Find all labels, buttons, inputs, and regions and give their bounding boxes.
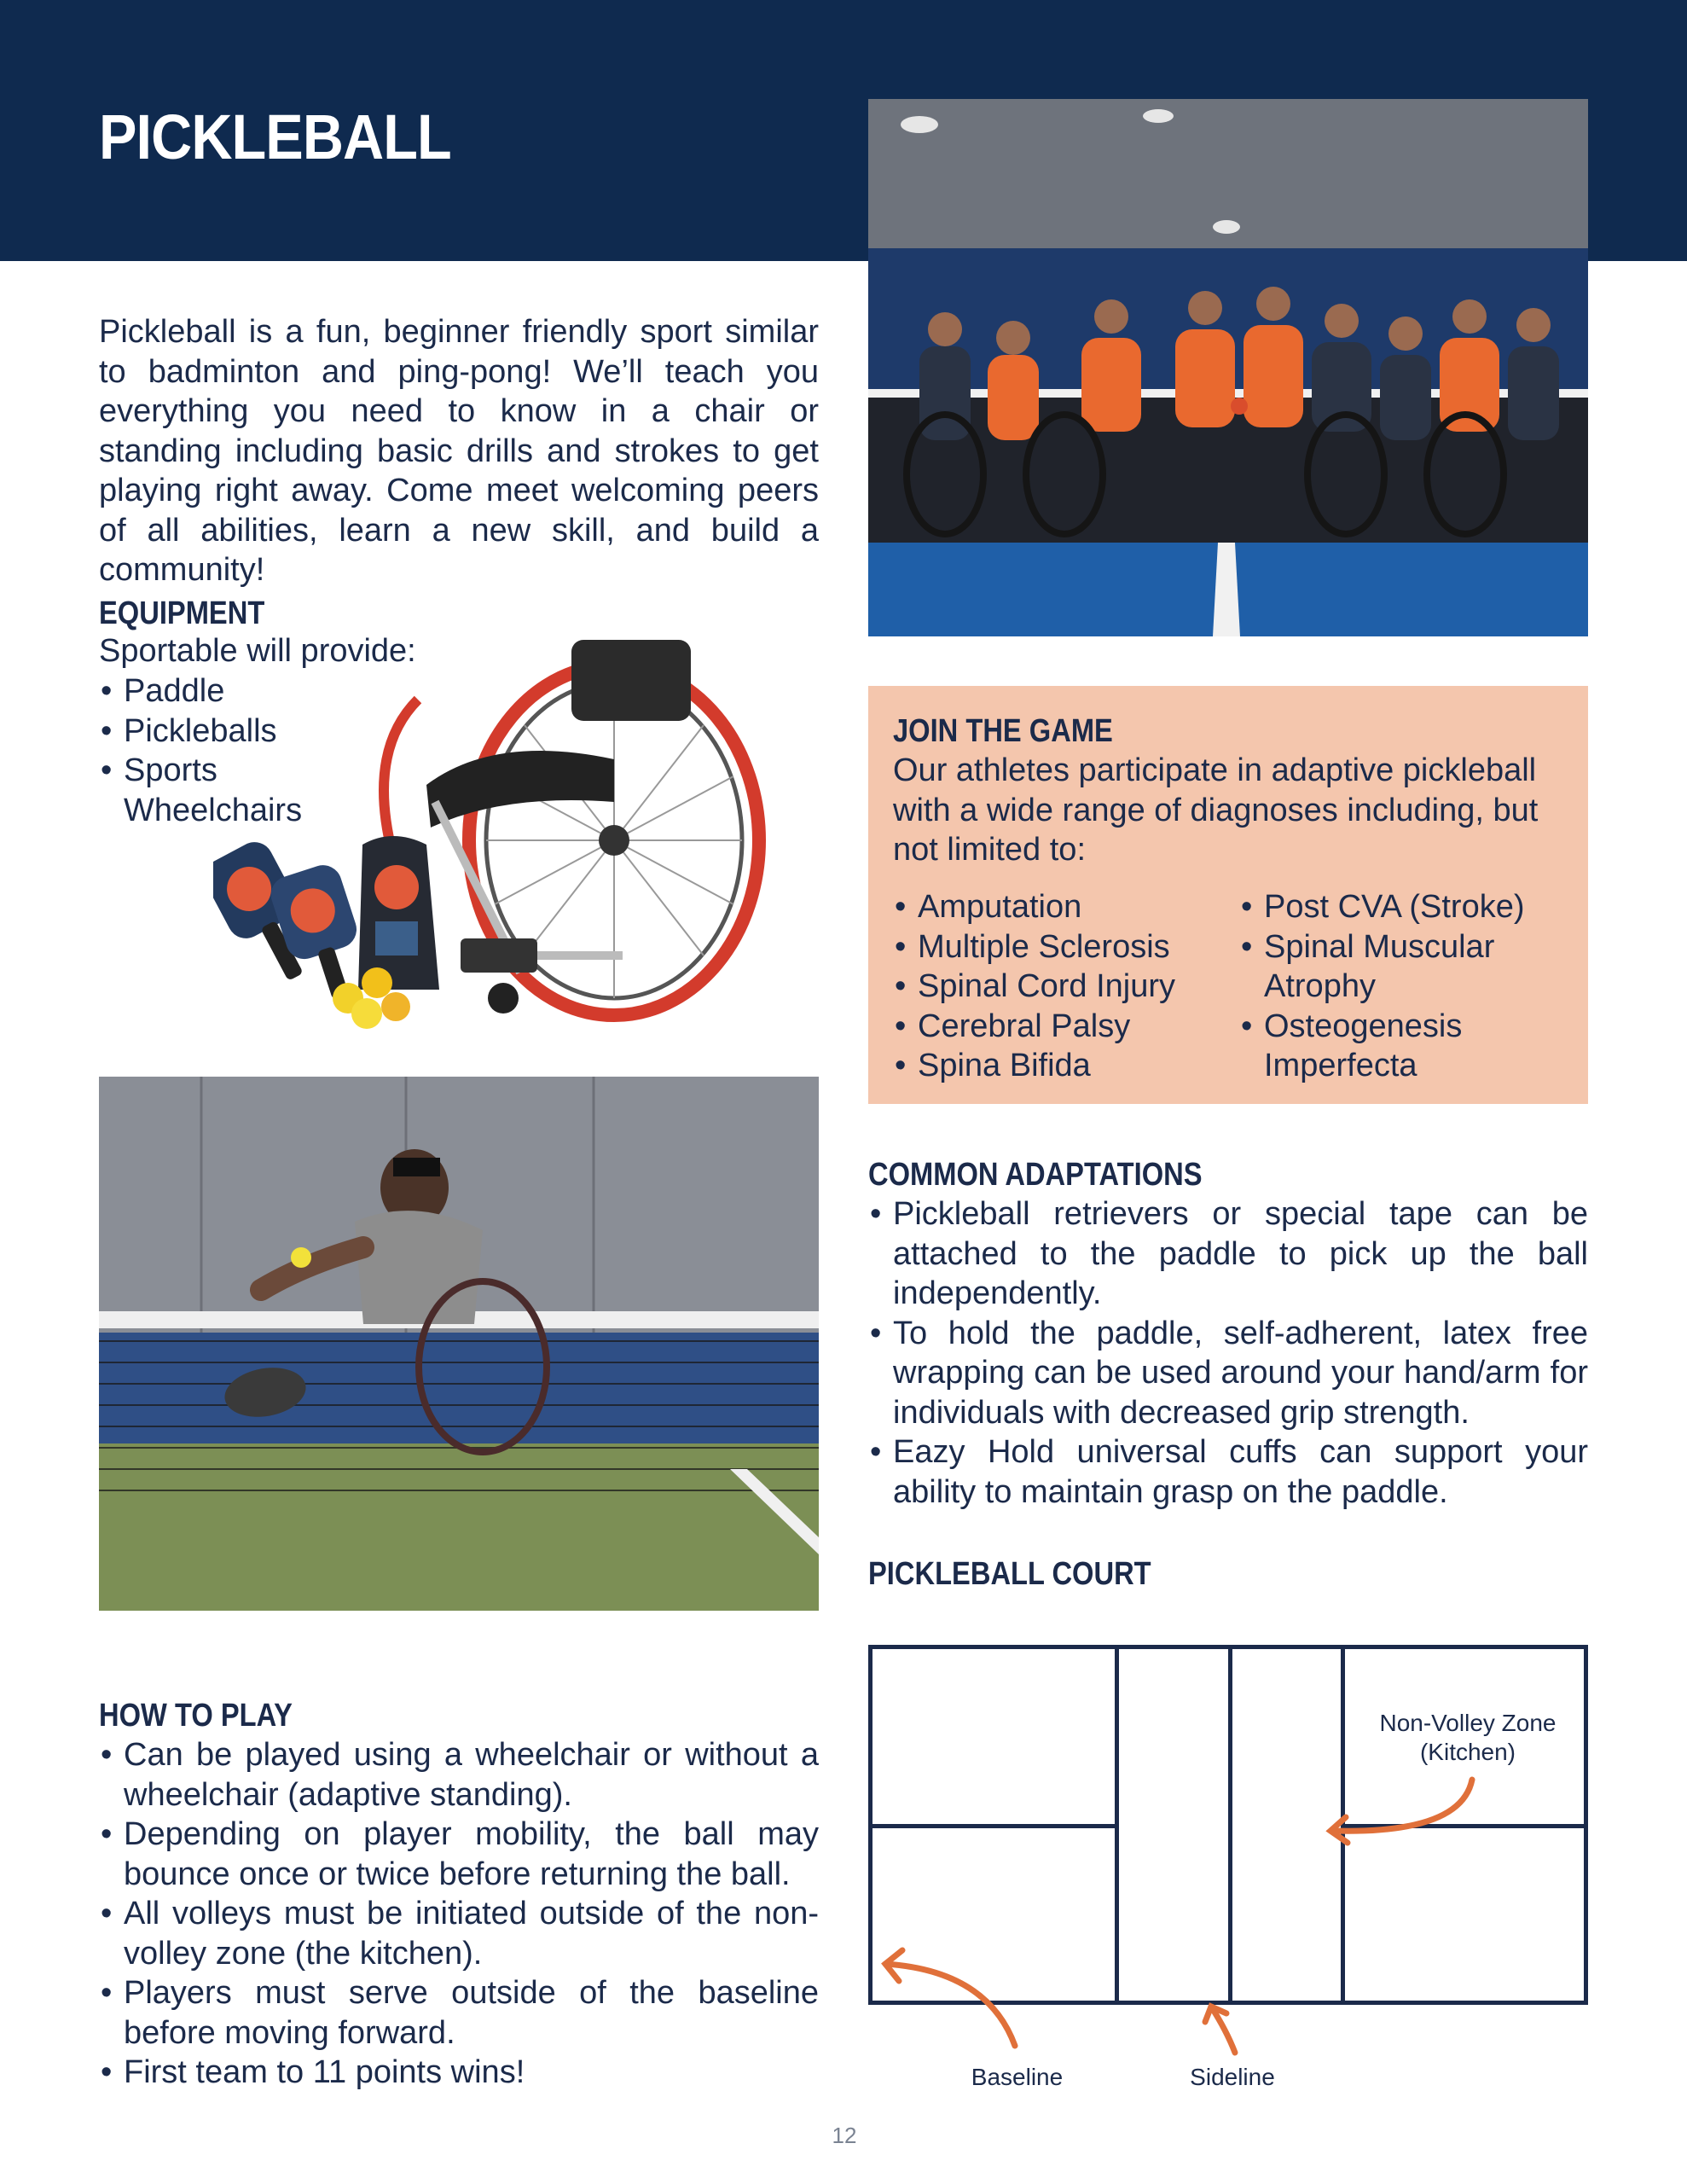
- how-to-play-heading: HOW TO PLAY: [99, 1698, 293, 1734]
- list-item: Imperfecta: [1264, 1048, 1417, 1083]
- kitchen-label-line1: Non-Volley Zone: [1379, 1710, 1557, 1736]
- list-item: • Osteogenesis: [1239, 1007, 1580, 1047]
- list-item: Atrophy: [1264, 968, 1376, 1004]
- list-item: • Cerebral Palsy: [893, 1007, 1226, 1047]
- list-item: • Spina Bifida: [893, 1046, 1226, 1086]
- team-photo: [868, 99, 1588, 636]
- page-title: PICKLEBALL: [99, 102, 451, 172]
- list-item: • Spinal Cord Injury: [893, 967, 1226, 1007]
- adaptations-heading: COMMON ADAPTATIONS: [868, 1157, 1203, 1193]
- list-item: • Pickleballs: [99, 712, 389, 752]
- adaptations-list: [868, 1194, 1588, 1512]
- sideline-label: Sideline: [1190, 2064, 1275, 2090]
- list-item: • To hold the paddle, self-adherent, latex free wrapping can be used around your hand/arm for individuals with decreased grip strength.: [868, 1314, 1588, 1433]
- diagnoses-list-col1: [893, 887, 1226, 1086]
- list-item: • Depending on player mobility, the ball may bounce once or twice before returning the ball.: [99, 1815, 819, 1894]
- list-item: • Sports: [99, 751, 389, 791]
- court-heading: PICKLEBALL COURT: [868, 1556, 1151, 1592]
- join-heading: JOIN THE GAME: [893, 713, 1113, 749]
- court-arrows: [868, 1757, 1588, 2073]
- equipment-heading: EQUIPMENT: [99, 595, 265, 631]
- equipment-illustration: [213, 631, 827, 1041]
- how-to-play-list: [99, 1735, 819, 2093]
- kitchen-arrow-icon: [1333, 1780, 1472, 1831]
- list-item: • Players must serve outside of the baseline before moving forward.: [99, 1973, 819, 2053]
- player-at-net-photo: [99, 1077, 819, 1611]
- intro-paragraph: Pickleball is a fun, beginner friendly sport similar to badminton and ping-pong! We’ll teach you everything you need to know in a chair or standing including basic drills and strokes to get playing right away. Come meet welcoming peers of all abilities, learn a new skill, and build a community!: [99, 314, 819, 588]
- baseline-label: Baseline: [971, 2064, 1064, 2090]
- list-item: • Can be played using a wheelchair or without a wheelchair (adaptive standing).: [99, 1735, 819, 1815]
- list-item: • Paddle: [99, 671, 389, 712]
- list-item: • Eazy Hold universal cuffs can support your ability to maintain grasp on the paddle.: [868, 1432, 1588, 1512]
- kitchen-label-line2: (Kitchen): [1419, 1739, 1516, 1765]
- list-item: Wheelchairs: [124, 792, 303, 828]
- baseline-arrow-icon: [885, 1964, 1015, 2046]
- list-item: • First team to 11 points wins!: [99, 2053, 819, 2093]
- diagnoses-list-col2: [1239, 887, 1580, 1086]
- list-item: • Pickleball retrievers or special tape can be attached to the paddle to pick up the ball independently.: [868, 1194, 1588, 1314]
- list-item: • Post CVA (Stroke): [1239, 887, 1580, 927]
- equipment-subheading: Sportable will provide:: [99, 633, 416, 669]
- list-item: • Spinal Muscular: [1239, 927, 1580, 967]
- list-item: • Amputation: [893, 887, 1226, 927]
- list-item: • All volleys must be initiated outside of the non-volley zone (the kitchen).: [99, 1894, 819, 1973]
- join-text: Our athletes participate in adaptive pickleball with a wide range of diagnoses including, but not limited to:: [893, 752, 1539, 868]
- page-number: 12: [832, 2123, 857, 2148]
- list-item: • Multiple Sclerosis: [893, 927, 1226, 967]
